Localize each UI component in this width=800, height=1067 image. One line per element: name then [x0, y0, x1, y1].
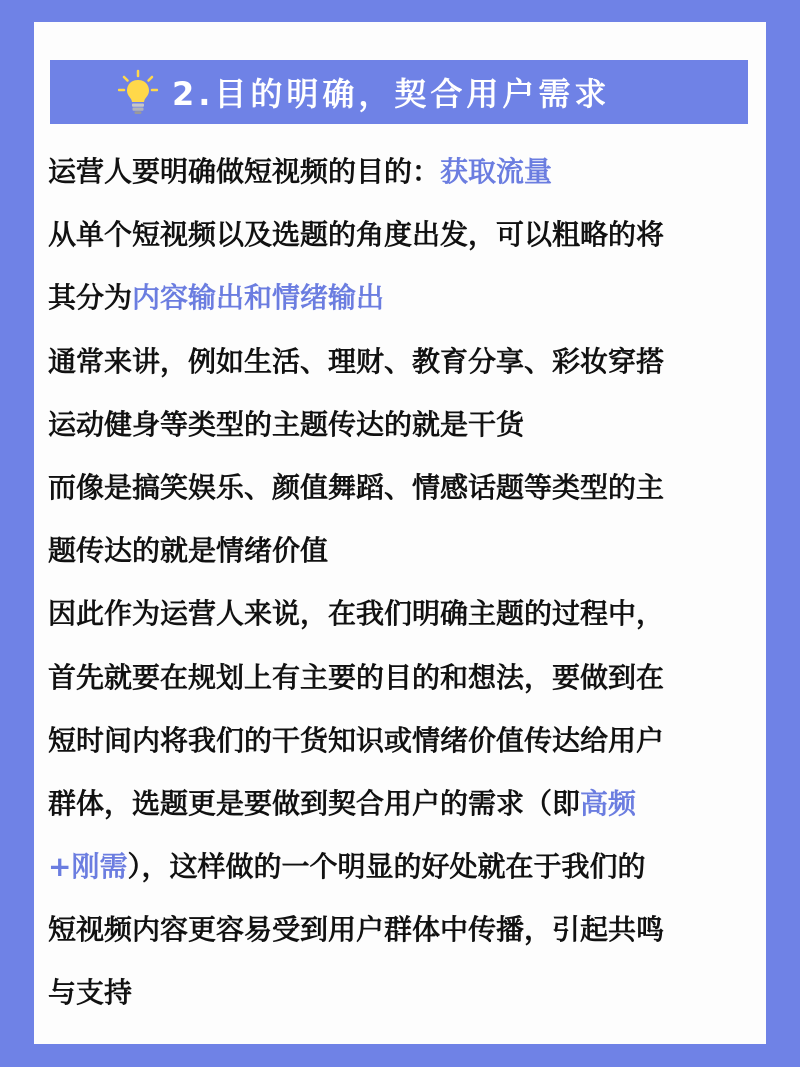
highlighted-text: 高频 [580, 786, 637, 820]
body-text-segment: 通常来讲，例如生活、理财、教育分享、彩妆穿搭 [48, 344, 665, 378]
body-text-segment: 题传达的就是情绪价值 [48, 534, 329, 568]
text-line [48, 519, 758, 582]
highlighted-text: 内容输出和情绪输出 [132, 281, 385, 315]
body-text-segment: 运营人要明确做短视频的目的： [48, 155, 441, 188]
body-text-segment: 运动健身等类型的主题传达的就是干货 [48, 407, 525, 441]
text-line [48, 898, 758, 961]
text-line [48, 330, 758, 393]
lightbulb-icon [118, 69, 158, 115]
body-text-segment: 与支持 [48, 976, 133, 1010]
body-text-segment: ），这样做的一个明显的好处就在于我们的 [127, 850, 646, 884]
section-banner [50, 60, 748, 124]
text-line [48, 203, 758, 266]
text-line [48, 961, 758, 1024]
text-line [48, 140, 758, 203]
text-line [48, 835, 758, 898]
highlighted-text: 获取流量 [440, 155, 553, 188]
section-title: 2.目的明确，契合用户需求 [172, 75, 611, 113]
body-text-segment: 其分为 [48, 281, 133, 315]
body-text-segment: 因此作为运营人来说，在我们明确主题的过程中， [48, 597, 665, 631]
text-line [48, 266, 758, 329]
highlighted-text: +刚需 [48, 850, 128, 884]
text-line [48, 582, 758, 645]
body-text-segment: 而像是搞笑娱乐、颜值舞蹈、情感话题等类型的主 [48, 470, 665, 504]
body-text-segment: 群体，选题更是要做到契合用户的需求（即 [48, 786, 581, 820]
text-line [48, 709, 758, 772]
body-text-segment: 从单个短视频以及选题的角度出发，可以粗略的将 [48, 218, 665, 252]
body-text-segment: 短视频内容更容易受到用户群体中传播，引起共鸣 [48, 913, 665, 947]
text-line [48, 456, 758, 519]
body-text-segment: 短时间内将我们的干货知识或情绪价值传达给用户 [48, 723, 665, 757]
text-line [48, 393, 758, 456]
body-text-segment: 首先就要在规划上有主要的目的和想法，要做到在 [48, 660, 665, 694]
text-line [48, 646, 758, 709]
content-card [34, 22, 766, 1044]
article-body [48, 140, 758, 1025]
text-line [48, 772, 758, 835]
